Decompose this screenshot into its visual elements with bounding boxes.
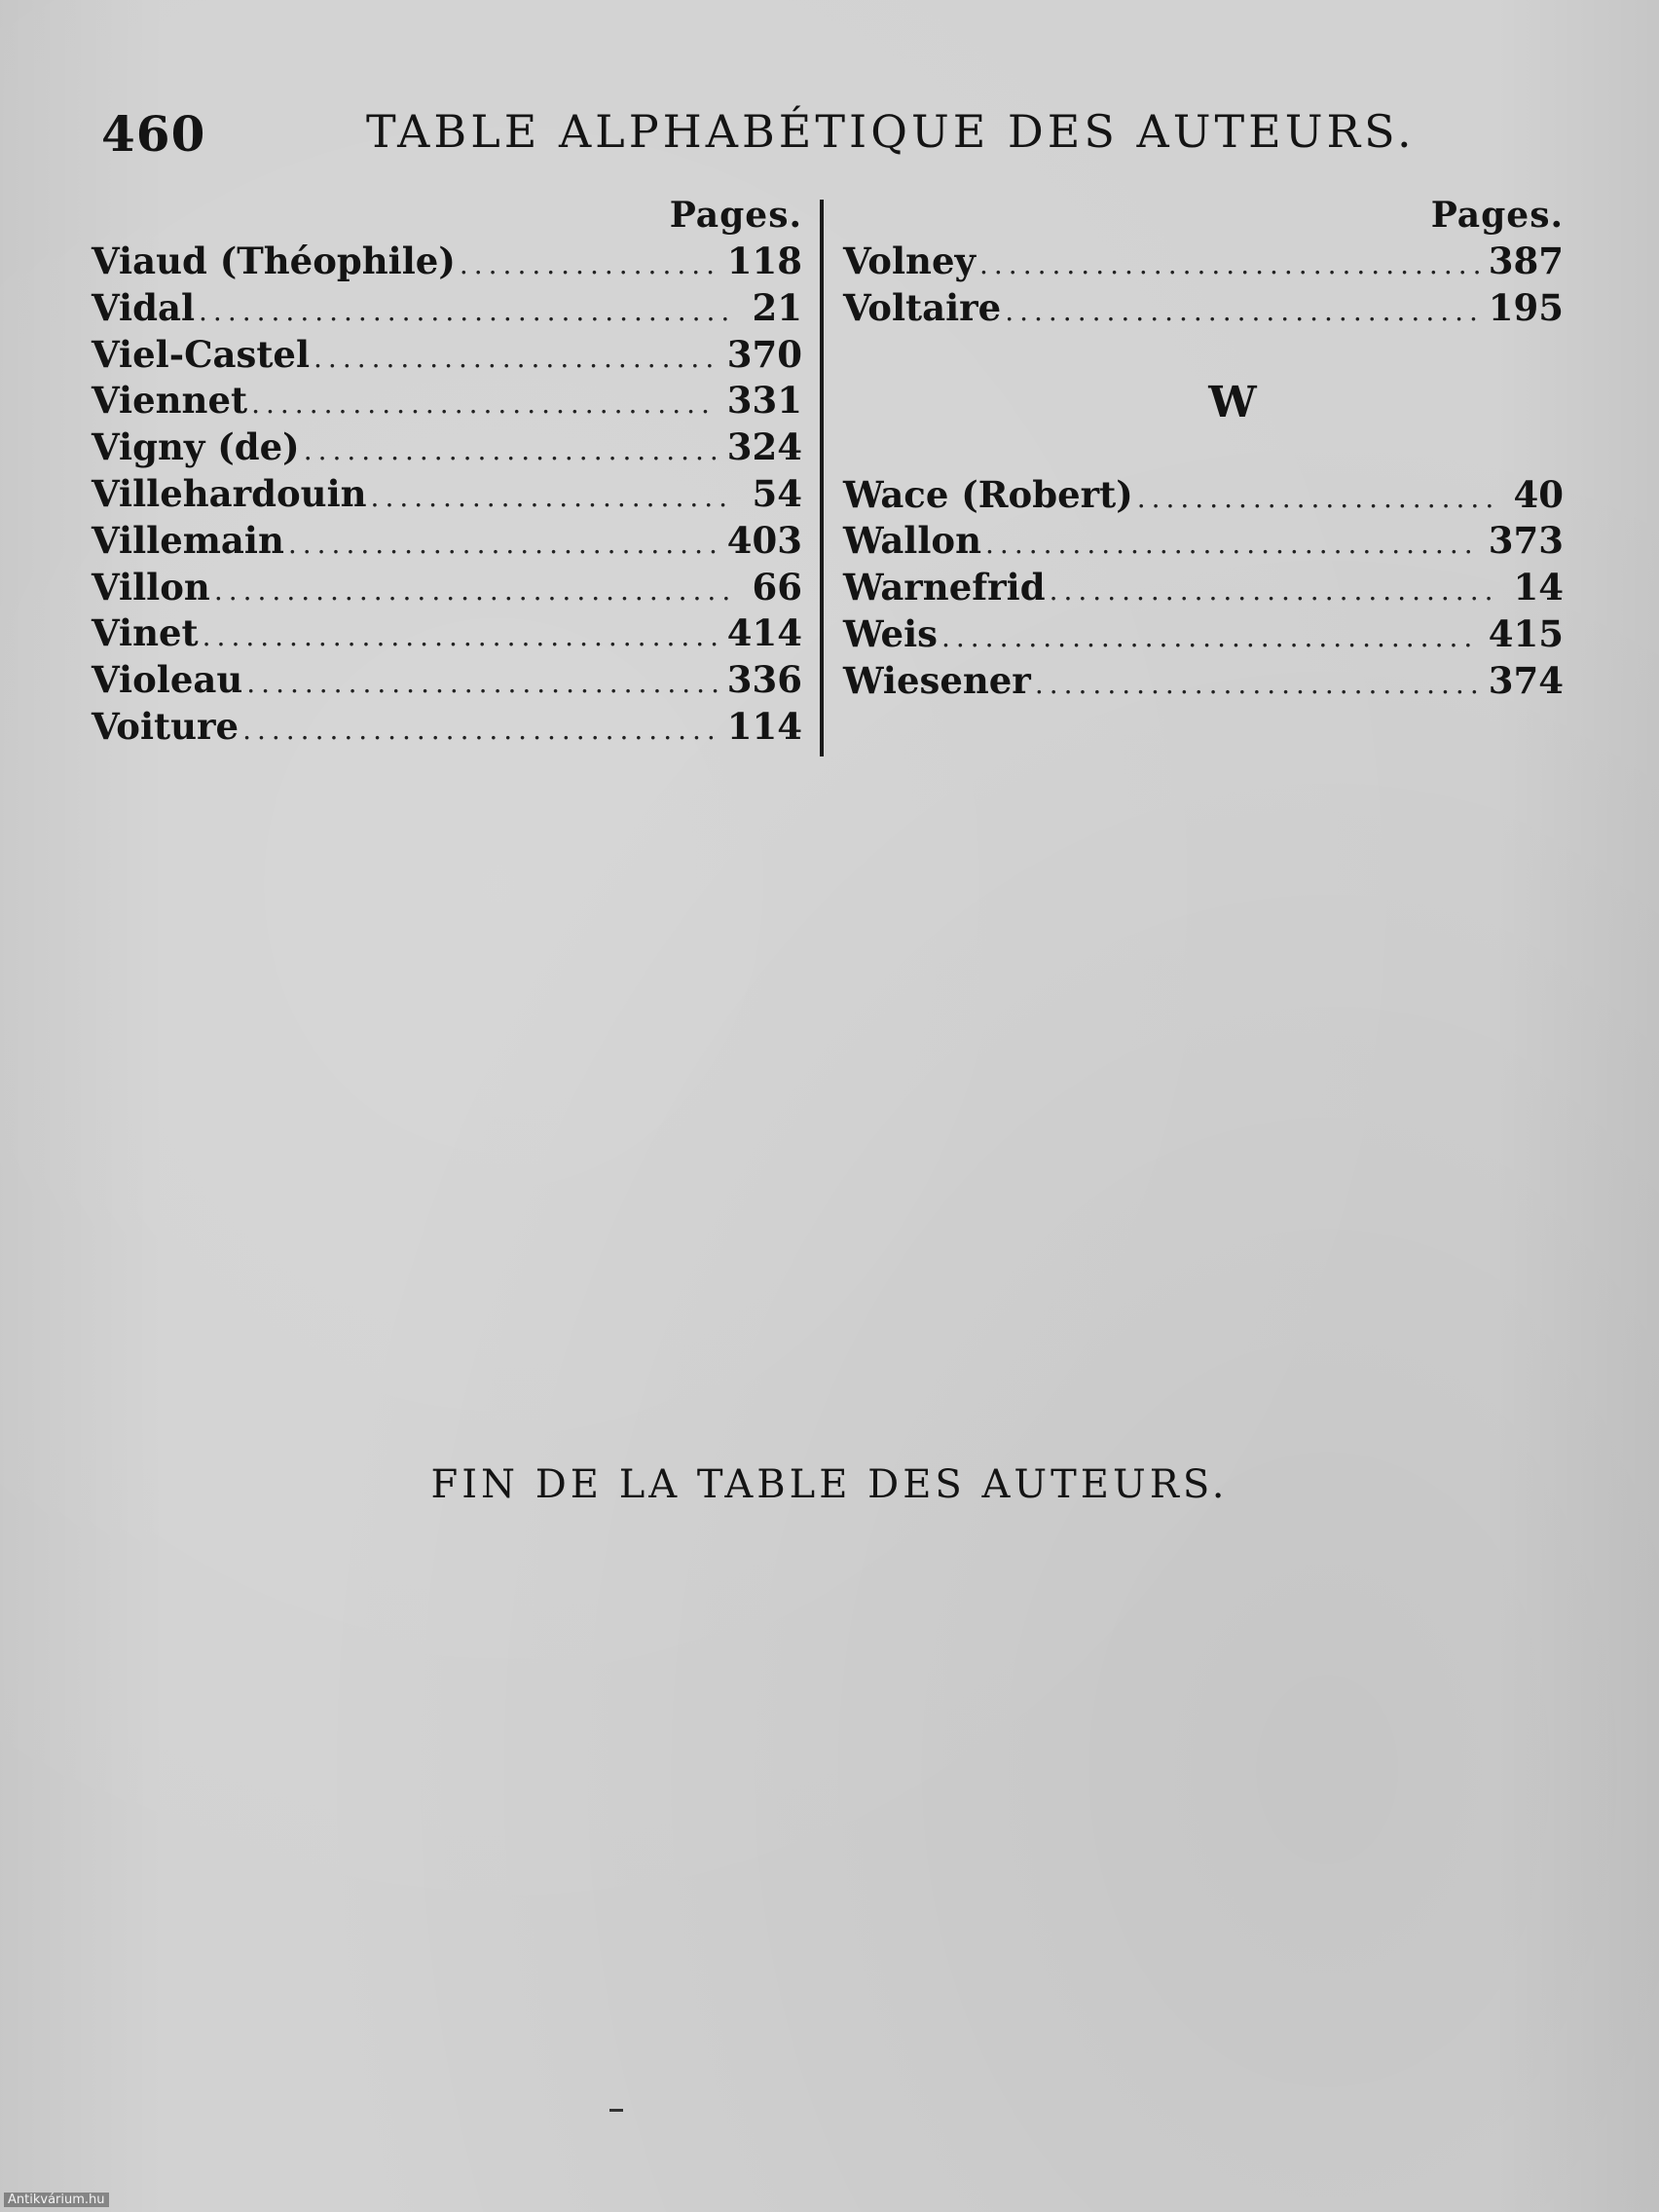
leader-dots — [1050, 574, 1492, 607]
index-entry — [92, 611, 802, 658]
index-entry — [92, 472, 802, 519]
entry-name: Vinet — [92, 611, 199, 655]
index-entry — [843, 519, 1564, 566]
leader-dots — [1035, 668, 1479, 700]
index-entry — [92, 240, 802, 286]
leader-dots — [242, 714, 718, 746]
index-entry — [92, 425, 802, 472]
entry-page: 336 — [726, 658, 802, 702]
leader-dots — [1005, 295, 1479, 327]
entry-page: 21 — [752, 285, 802, 329]
leader-dots — [214, 574, 730, 607]
leader-dots — [460, 248, 718, 280]
section-letter: W — [1208, 377, 1257, 427]
leader-dots — [985, 528, 1479, 560]
index-entry — [843, 286, 1564, 333]
index-entry — [843, 659, 1564, 706]
entry-page: 414 — [726, 611, 802, 655]
entry-page: 114 — [726, 704, 802, 748]
end-of-table-title: FIN DE LA TABLE DES AUTEURS. — [430, 1462, 1229, 1507]
pages-header: Pages. — [1430, 195, 1564, 236]
entry-name: Wiesener — [843, 658, 1031, 702]
entry-page: 331 — [726, 379, 802, 423]
leader-dots — [941, 621, 1479, 653]
entry-page: 370 — [726, 332, 802, 376]
entry-name: Villon — [92, 565, 210, 608]
entry-name: Villemain — [92, 518, 284, 562]
entry-name: Vigny (de) — [92, 425, 300, 469]
entry-page: 324 — [726, 425, 802, 469]
pages-header: Pages. — [669, 195, 802, 236]
running-title: TABLE ALPHABÉTIQUE DES AUTEURS. — [366, 105, 1416, 158]
leader-dots — [251, 387, 718, 420]
entry-name: Viennet — [92, 379, 248, 423]
entry-name: Viel-Castel — [92, 332, 311, 376]
entry-name: Volney — [843, 240, 976, 282]
entry-name: Warnefrid — [843, 566, 1046, 609]
leader-dots — [203, 620, 718, 652]
leader-dots — [288, 528, 718, 560]
entry-name: Viaud (Théophile) — [92, 240, 456, 282]
index-entry — [92, 566, 802, 612]
column-divider — [820, 200, 824, 756]
leader-dots — [199, 295, 730, 327]
leader-dots — [313, 342, 718, 374]
footer-mark — [609, 2109, 623, 2112]
entry-name: Villehardouin — [92, 471, 367, 515]
entry-name: Voltaire — [843, 285, 1002, 329]
index-entry — [92, 333, 802, 380]
index-entry — [843, 566, 1564, 612]
index-entry — [92, 658, 802, 705]
entry-page: 118 — [726, 240, 802, 282]
entry-page: 374 — [1488, 658, 1564, 702]
index-entry — [92, 286, 802, 333]
index-entry — [92, 519, 802, 566]
page-number: 460 — [101, 105, 206, 163]
watermark: Antikvárium.hu — [4, 2193, 109, 2207]
entry-page: 195 — [1488, 285, 1564, 329]
entry-page: 415 — [1488, 611, 1564, 655]
index-entry — [92, 379, 802, 425]
right-column — [843, 195, 1564, 706]
leader-dots — [246, 667, 718, 699]
entry-page: 40 — [1513, 472, 1564, 516]
entry-name: Violeau — [92, 658, 243, 702]
entry-page: 54 — [752, 471, 802, 515]
entry-name: Vidal — [92, 285, 196, 329]
entry-name: Wallon — [843, 519, 982, 563]
entry-page: 403 — [726, 518, 802, 562]
entry-page: 14 — [1513, 566, 1564, 609]
entry-name: Wace (Robert) — [843, 472, 1133, 516]
entry-name: Voiture — [92, 704, 240, 748]
left-column — [92, 195, 802, 752]
index-entry — [843, 240, 1564, 286]
entry-name: Weis — [843, 611, 938, 655]
entry-page: 373 — [1488, 519, 1564, 563]
leader-dots — [1137, 482, 1492, 514]
entry-page: 66 — [752, 565, 802, 608]
leader-dots — [979, 248, 1479, 280]
index-entry — [843, 612, 1564, 659]
leader-dots — [304, 434, 718, 466]
index-entry — [92, 705, 802, 752]
entry-page: 387 — [1488, 240, 1564, 282]
index-entry — [843, 473, 1564, 520]
leader-dots — [371, 481, 730, 513]
